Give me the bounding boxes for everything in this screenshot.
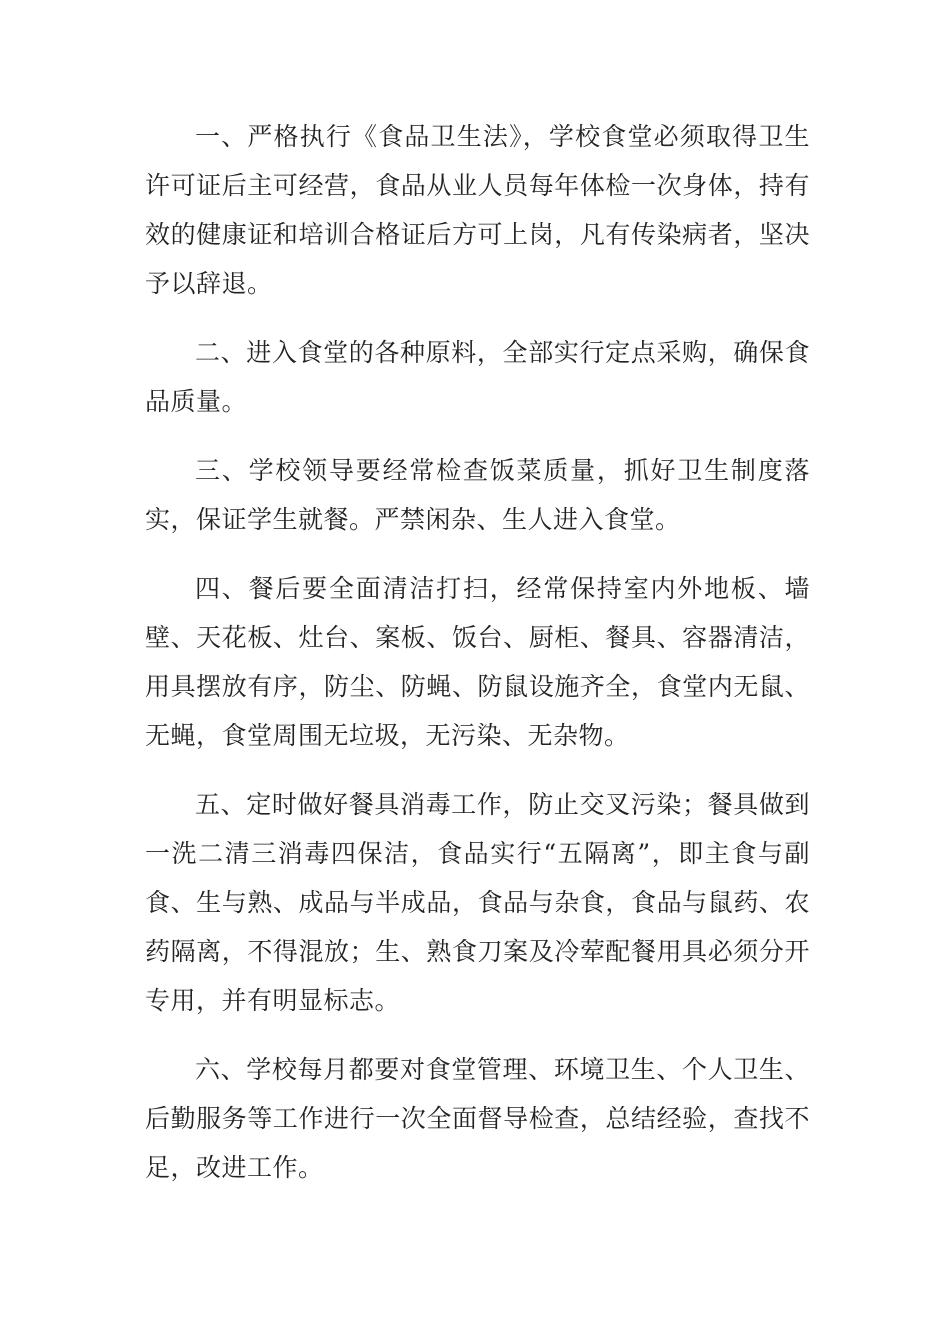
paragraph-4: 四、餐后要全面清洁打扫，经常保持室内外地板、墙壁、天花板、灶台、案板、饭台、厨柜、餐具、容器清洁，用具摆放有序，防尘、防蝇、防鼠设施齐全，食堂内无鼠、无蝇，食堂周围无垃圾，无污染、无杂物。 xyxy=(145,574,810,750)
paragraph-5: 五、定时做好餐具消毒工作，防止交叉污染；餐具做到一洗二清三消毒四保洁，食品实行“五隔离”，即主食与副食、生与熟、成品与半成品，食品与杂食，食品与鼠药、农药隔离，不得混放；生、熟食刀案及冷荤配餐用具必须分开专用，并有明显标志。 xyxy=(145,790,810,1015)
document-body xyxy=(145,112,810,1212)
paragraph-1: 一、严格执行《食品卫生法》，学校食堂必须取得卫生许可证后主可经营，食品从业人员每年体检一次身体，持有效的健康证和培训合格证后方可上岗，凡有传染病者，坚决予以辞退。 xyxy=(145,122,810,298)
paragraph-6: 六、学校每月都要对食堂管理、环境卫生、个人卫生、后勤服务等工作进行一次全面督导检查，总结经验，查找不足，改进工作。 xyxy=(145,1055,810,1182)
paragraph-2: 二、进入食堂的各种原料，全部实行定点采购，确保食品质量。 xyxy=(145,338,810,416)
paragraph-3: 三、学校领导要经常检查饭菜质量，抓好卫生制度落实，保证学生就餐。严禁闲杂、生人进入食堂。 xyxy=(145,456,810,534)
